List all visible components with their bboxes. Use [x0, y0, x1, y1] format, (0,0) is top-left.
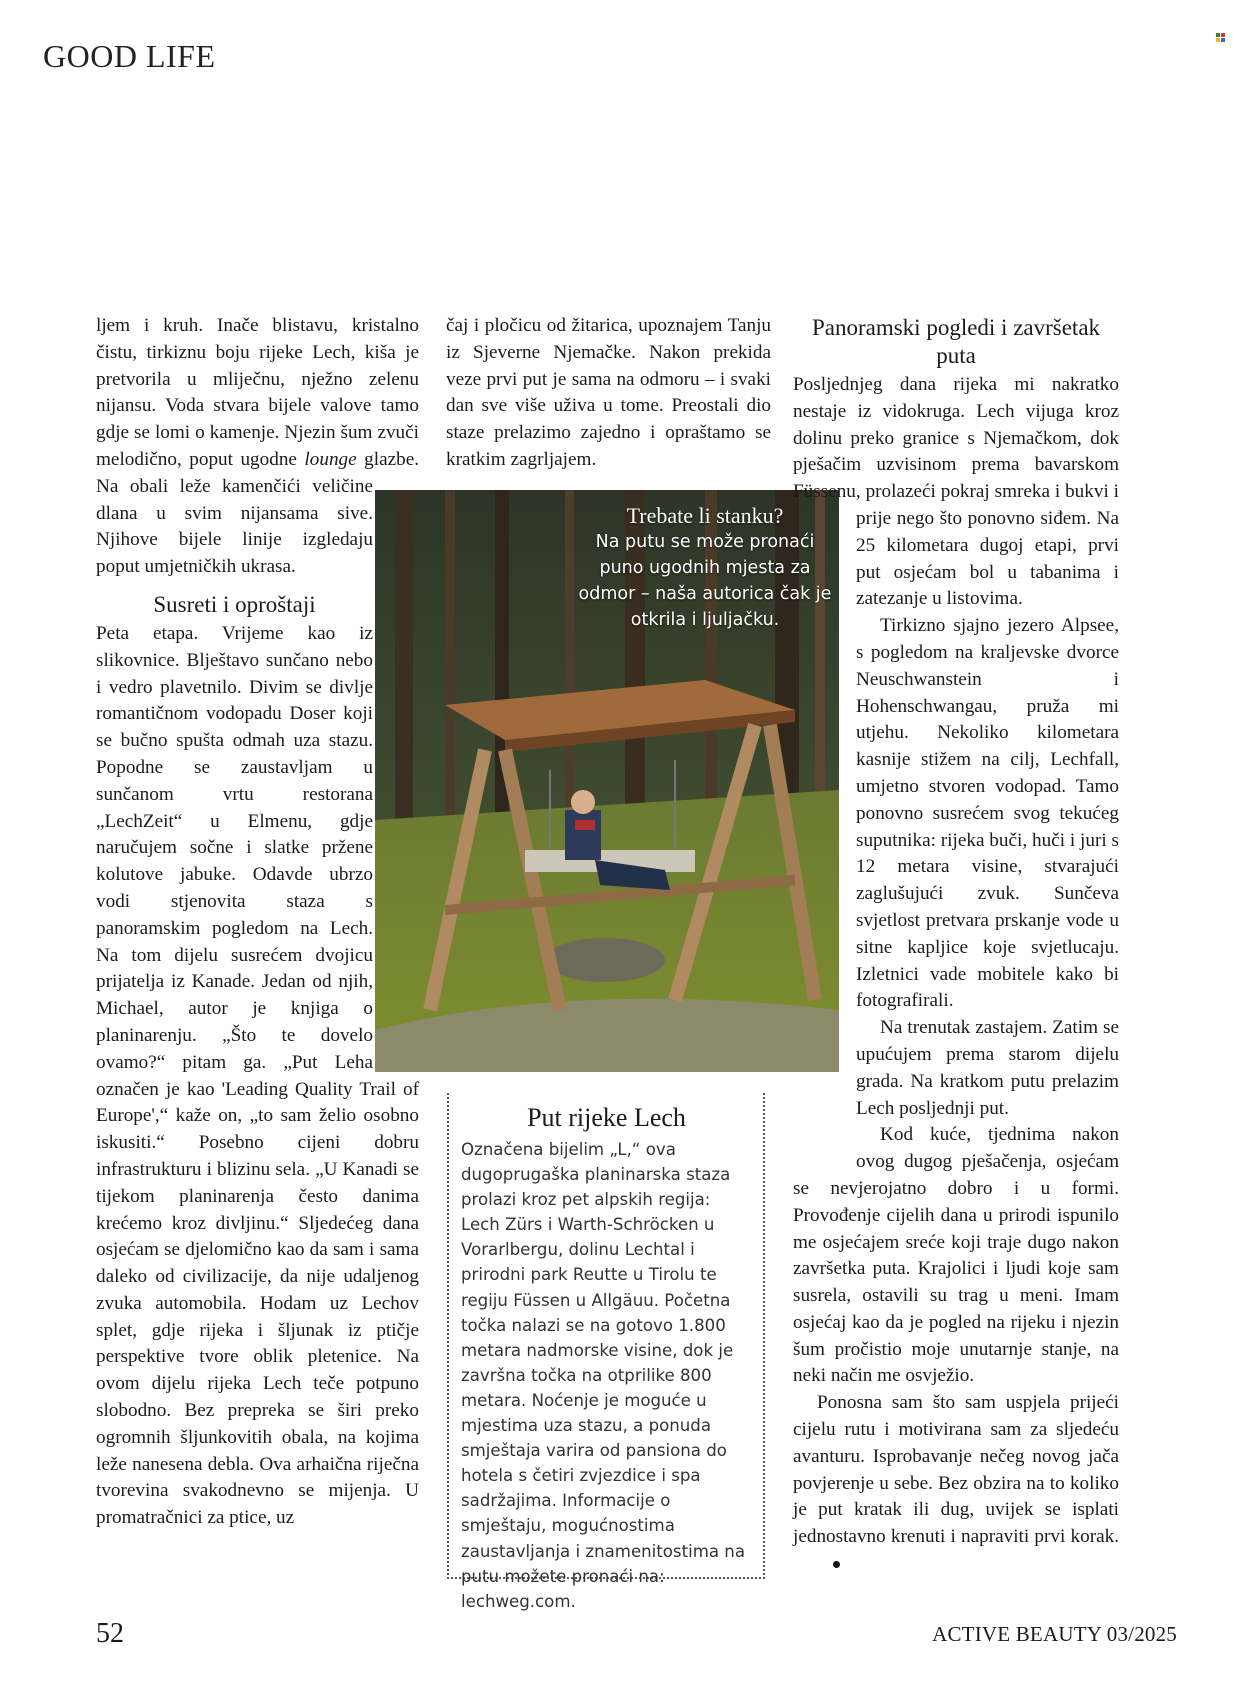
section-label: GOOD LIFE	[43, 38, 216, 74]
paragraph: čaj i pločicu od žitarica, upoznajem Tanju iz Sjeverne Njemačke. Nakon prekida veze prvi put je sama na odmoru – i svaki dan sve više uživa u tome. Preostali dio staze prelazimo zajedno i opraštamo se kratkim zagrljajem.	[446, 315, 771, 470]
article-column-1	[96, 313, 419, 1532]
paragraph: Peta etapa. Vrijeme kao iz slikovnice. Blještavo sunčano nebo i vedro plavetnilo. Divim se divlje romantičnom vodopadu Doser koji se bučno spušta odmah uza stazu. Popodne se zaustavljam u sunčanom vrtu restorana „LechZeit“ u Elmenu, gdje naručujem sočne i slatke pržene kolutove jabuke. Odavde ubrzo vodi stjenovita staza s panoramskim pogledom na Lech. Na tom dijelu susrećem dvojicu prijatelja iz Kanade. Jedan od njih, Michael, autor je knjiga o planinarenju. „Što te dovelo ovamo?“ pitam ga. „Put Leha označen je kao 'Leading Quality Trail of Europe',“ kaže on, „to sam želio osobno iskusiti.“ Posebno cijeni dobru infrastrukturu i blizinu sela. „U Kanadi se tijekom planinarenja često danima krećemo kroz divljinu.“ Sljedećeg dana osjećam se djelomično kao da sam i sama daleko od civilizacije, da nije udaljenog zvuka automobila. Hodam uz Lechov splet, gdje rijeka i šljunak iz ptičje perspektive tvore oblik pletenice. Na ovom dijelu rijeka Lech teče potpuno slobodno. Bez prepreka se širi preko ogromnih šljunkovitih obala, na kojima leže nanesena debla. Ova arhaična riječna tvorevina svakodnevno se mijenja. U promatračnici za ptice, uz	[96, 622, 419, 1529]
issue-label: ACTIVE BEAUTY 03/2025	[932, 1622, 1177, 1646]
caption-text: Na putu se može pronaći puno ugodnih mjesta za odmor – naša autorica čak je otkrila i ljuljačku.	[578, 532, 832, 630]
paragraph: Ponosna sam što sam uspjela prijeći cijelu rutu i motivirana sam za sljedeću avanturu. Isprobavanje nečeg novog jača povjerenje u sebe. Bez obzira na to koliko je put kratak ili dug, uvijek se isplati jednostavno krenuti i napraviti prvi korak.	[793, 1390, 1119, 1578]
info-box	[447, 1093, 765, 1611]
article-column-2	[446, 313, 771, 474]
subheading: Susreti i oproštaji	[153, 591, 316, 617]
caption-title: Trebate li stanku?	[626, 503, 784, 528]
subheading: Panoramski pogledi i završetak puta	[811, 315, 1101, 368]
article-column-3	[793, 314, 1119, 1578]
info-box-text: Označena bijelim „L,“ ova dugoprugaška planinarska staza prolazi kroz pet alpskih regija: Lech Zürs i Warth-Schröcken u Vorarlbergu, dolinu Lechtal i prirodni park Reutte u Tirolu te regiju Füssen u Allgäuu. Početna točka nalazi se na gotovo 1.800 metara nadmorske visine, dok je završna točka na otprilike 800 metara. Noćenje je moguće u mjestima uza stazu, a ponuda smještaja varira od pansiona do hotela s četiri zvjezdice i spa sadržajima. Informacije o smještaju, mogućnostima zaustavljanja i znamenitostima na putu možete pronaći na: lechweg.com.	[461, 1140, 745, 1611]
paragraph: ljem i kruh. Inače blistavu, kristalno čistu, tirkiznu boju rijeke Lech, kiša je pretvorila u mliječnu, nježno zelenu nijansu. Voda stvara bijele valove tamo gdje se lomi o kamenje. Njezin šum zvuči melodično, poput ugodne lounge glazbe. Na obali leže kamenčići veličine dlana u svim nijansama sive. Njihove bijele linije izgledaju poput umjetničkih ukrasa.	[96, 315, 420, 578]
page-number: 52	[96, 1618, 124, 1649]
paragraph: Posljednjeg dana rijeka mi nakratko nestaje iz vidokruga. Lech vijuga kroz dolinu preko granice s Njemačkom, dok pješačim uzvisinom prema bavarskom Füssenu, prolazeći pokraj smreka i bukvi i prije nego što ponovno siđem. Na 25 kilometara dugoj etapi, prvi put osjećam bol u tabanima i zatezanje u listovima.	[793, 374, 1119, 610]
info-box-title: Put rijeke Lech	[527, 1103, 686, 1132]
end-mark-icon	[833, 1561, 840, 1568]
paragraph: Kod kuće, tjednima nakon ovog dugog pješačenja, osjećam se nevjerojatno dobro i u formi. Provođenje cijelih dana u prirodi ispunilo me osjećajem sreće koji traje dugo nakon završetka puta. Krajolici i ljudi koje sam susrela, ostavili su trag u meni. Imam osjećaj kao da je pogled na rijeku i njezin šum pročistio moje unutarnje stanje, na neki način me osvježio.	[793, 1124, 1119, 1387]
paragraph: Tirkizno sjajno jezero Alpsee, s pogledom na kraljevske dvorce Neuschwanstein i Hohenschwangau, pruža mi utjehu. Nekoliko kilometara kasnije stižem na cilj, Lechfall, umjetno stvoren vodopad. Tamo ponovno susrećem svog tekućeg suputnika: rijeka buči, huči i juri s 12 metara visine, stvarajući zaglušujući zvuk. Sunčeva svjetlost pretvara prskanje vode u sitne kapljice koje svjetlucaju. Izletnici vade mobitele kako bi fotografirali.	[856, 615, 1119, 1012]
paragraph: Na trenutak zastajem. Zatim se upućujem prema starom dijelu grada. Na kratkom putu prelazim Lech posljednji put.	[856, 1017, 1119, 1119]
brand-mark-icon	[1216, 33, 1225, 42]
